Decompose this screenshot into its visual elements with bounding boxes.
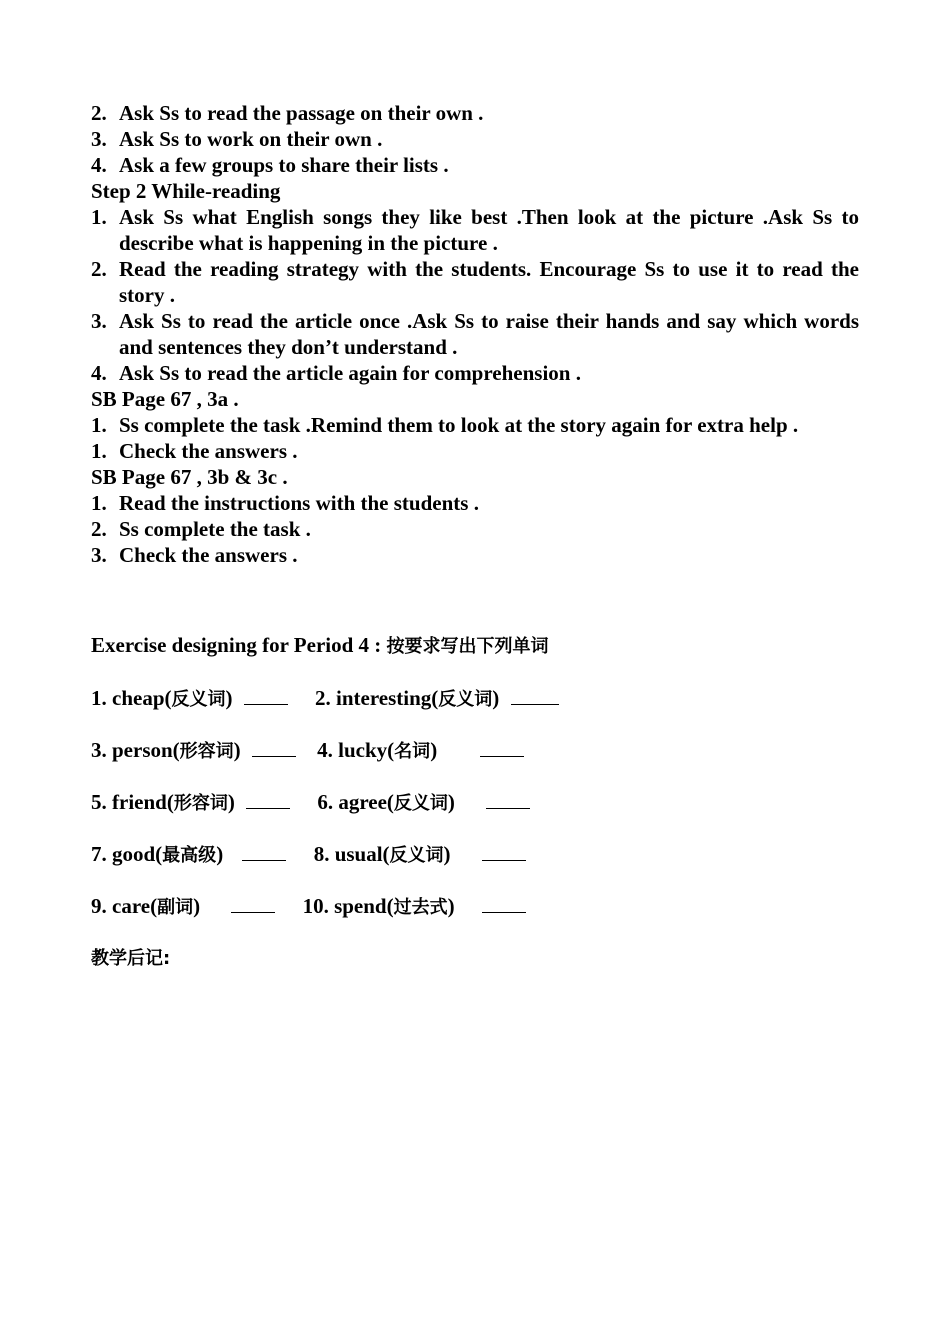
item-text: Read the instructions with the students . [119,491,479,515]
answer-blank[interactable] [486,788,530,809]
hint-close: ) [227,790,235,814]
list-item [91,100,859,126]
answer-blank[interactable] [482,840,526,861]
sb-3a-heading: SB Page 67 , 3a . [91,387,239,411]
exercise-item [314,842,451,866]
list-item [91,204,859,256]
answer-blank[interactable] [511,684,559,705]
exercise-item [91,894,200,918]
exercise-item [303,894,455,918]
hint-close: ) [492,686,500,710]
word-label: 5. friend( [91,790,174,814]
word-label: 9. care( [91,894,158,918]
exercise-item [91,738,241,762]
hint-close: ) [447,790,455,814]
answer-blank[interactable] [252,736,296,757]
word-hint: 名词 [394,741,431,762]
sb-3bc-heading: SB Page 67 , 3b & 3c . [91,465,288,489]
item-text: Ask Ss to work on their own . [119,127,383,151]
list-item [91,490,859,516]
hint-close: ) [447,894,455,918]
word-label: 4. lucky( [317,738,395,762]
word-label: 10. spend( [302,894,394,918]
list-item [91,412,859,438]
list-item [91,308,859,360]
exercise-item [91,842,223,866]
word-hint: 反义词 [389,845,444,866]
item-number: 3. [91,543,107,567]
exercise-row [91,788,530,817]
list-item [91,360,859,386]
item-text: Ask Ss what English songs they like best .Then look at the picture .Ask Ss to describe what is happening in the picture . [119,205,859,255]
answer-blank[interactable] [242,840,286,861]
hint-close: ) [233,738,241,762]
exercise-item [91,686,233,710]
item-number: 1. [91,413,107,437]
item-number: 1. [91,439,107,463]
list-item [91,256,859,308]
word-hint: 形容词 [179,741,234,762]
item-number: 1. [91,491,107,515]
word-hint: 过去式 [393,897,448,918]
pre-reading-list [91,100,859,568]
list-item [91,438,859,464]
item-text: Check the answers . [119,439,298,463]
word-label: 7. good( [91,842,163,866]
word-label: 2. interesting( [315,686,439,710]
hint-close: ) [225,686,233,710]
item-number: 2. [91,517,107,541]
word-hint: 副词 [157,897,194,918]
exercise-title-en: Exercise designing for Period 4 : [91,633,387,657]
item-number: 4. [91,153,107,177]
exercise-row [91,892,526,921]
hint-close: ) [443,842,451,866]
exercise-item [91,790,235,814]
hint-close: ) [430,738,438,762]
word-hint: 反义词 [171,689,226,710]
teaching-postscript [91,944,170,972]
item-text: Ask Ss to read the article once .Ask Ss to raise their hands and say which words and sentences they don’t understand . [119,309,859,359]
word-hint: 反义词 [438,689,493,710]
list-item [91,516,859,542]
list-item [91,542,859,568]
word-hint: 形容词 [173,793,228,814]
item-text: Ask Ss to read the article again for comprehension . [119,361,581,385]
list-item [91,152,859,178]
hint-close: ) [216,842,224,866]
item-number: 2. [91,257,107,281]
exercise-item [317,738,437,762]
item-text: Ask Ss to read the passage on their own . [119,101,484,125]
item-text: Read the reading strategy with the students. Encourage Ss to use it to read the story . [119,257,859,307]
list-item [91,126,859,152]
item-text: Ask a few groups to share their lists . [119,153,449,177]
exercise-row [91,736,524,765]
word-label: 8. usual( [313,842,390,866]
answer-blank[interactable] [244,684,288,705]
step2-heading: Step 2 While-reading [91,179,281,203]
word-label: 1. cheap( [91,686,172,710]
answer-blank[interactable] [482,892,526,913]
exercise-item [317,790,455,814]
hint-close: ) [193,894,201,918]
word-label: 3. person( [91,738,180,762]
item-text: Check the answers . [119,543,298,567]
word-label: 6. agree( [317,790,394,814]
item-number: 2. [91,101,107,125]
answer-blank[interactable] [480,736,524,757]
item-text: Ss complete the task .Remind them to look at the story again for extra help . [119,413,799,437]
item-number: 3. [91,127,107,151]
word-hint: 最高级 [162,845,217,866]
postscript-label: 教学后记: [91,948,171,969]
item-number: 3. [91,309,107,333]
word-hint: 反义词 [393,793,448,814]
item-number: 1. [91,205,107,229]
exercise-item [315,686,499,710]
answer-blank[interactable] [246,788,290,809]
item-number: 4. [91,361,107,385]
answer-blank[interactable] [231,892,275,913]
exercise-title [91,632,549,660]
exercise-title-cn: 按要求写出下列单词 [386,636,549,657]
item-text: Ss complete the task . [119,517,311,541]
exercise-row [91,840,526,869]
exercise-row [91,684,559,713]
